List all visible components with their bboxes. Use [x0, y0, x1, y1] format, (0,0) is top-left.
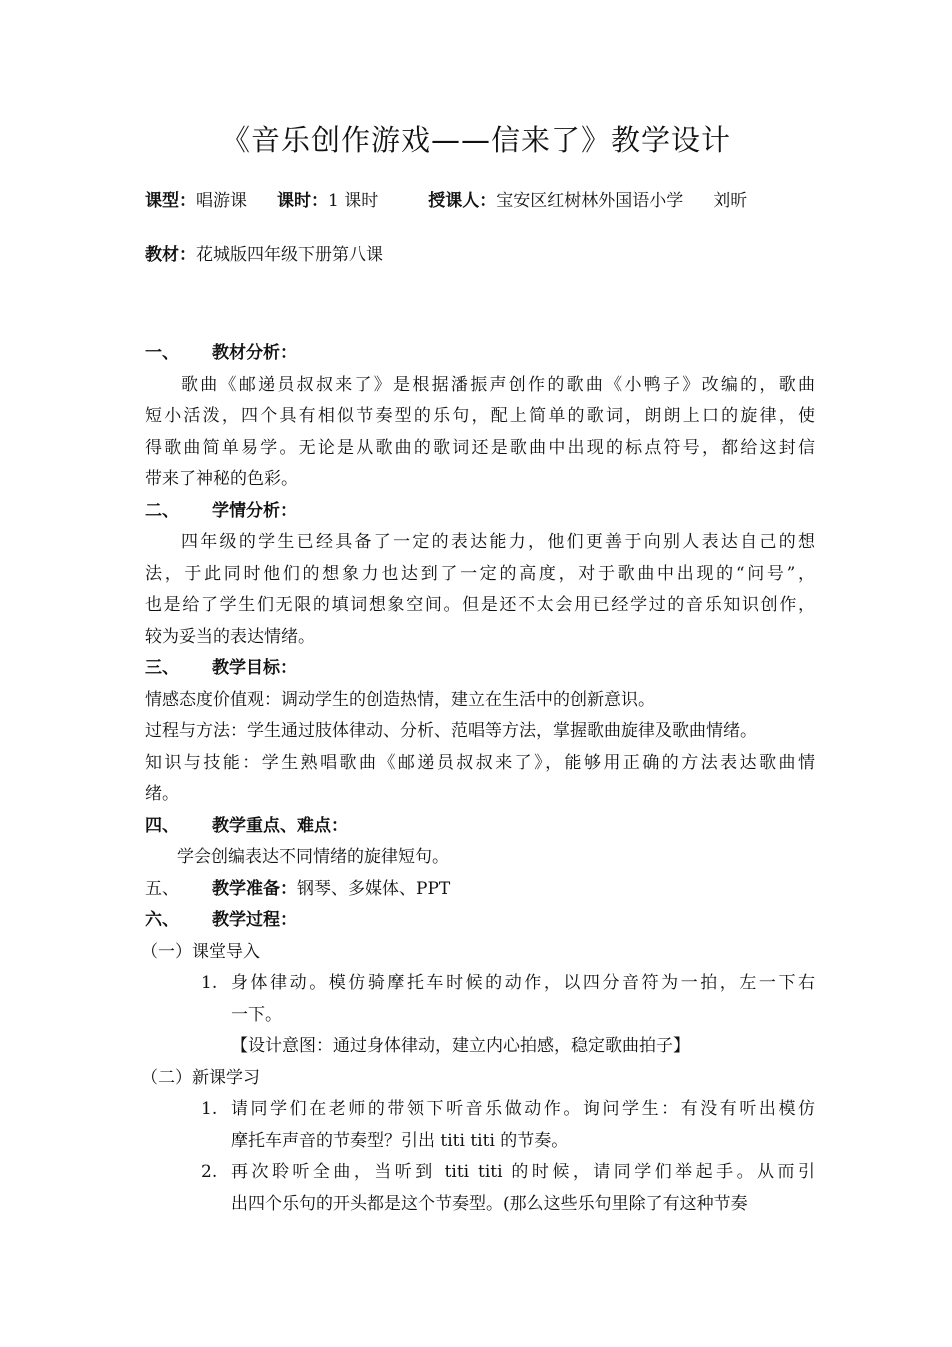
objective-line: 过程与方法：学生通过肢体律动、分析、范唱等方法，掌握歌曲旋律及歌曲情绪。 [145, 721, 757, 741]
teacher-name: 刘昕 [713, 191, 748, 211]
paragraph-line: 也是给了学生们无限的填词想象空间。但是还不太会用已经学过的音乐知识创作， [145, 595, 815, 615]
paragraph-line: 得歌曲简单易学。无论是从歌曲的歌词还是歌曲中出现的标点符号，都给这封信 [145, 437, 815, 458]
list-item [145, 1157, 815, 1189]
list-number: 1. [201, 973, 218, 993]
list-text: 一下。 [231, 1004, 282, 1025]
teacher-value: 宝安区红树林外国语小学 [496, 191, 684, 211]
section-number: 三、 [145, 658, 179, 678]
document-body [141, 338, 815, 1220]
list-number: 1. [201, 1099, 218, 1119]
list-text: 再次聆听全曲，当听到 titi titi 的时候，请同学们举起手。从而引 [231, 1162, 815, 1182]
list-text: 请同学们在老师的带领下听音乐做动作。询问学生：有没有听出模仿 [231, 1099, 815, 1119]
section-heading-4 [145, 811, 815, 843]
material-label: 教材： [145, 245, 196, 265]
section-heading-6 [145, 905, 815, 937]
section-number: 五、 [145, 878, 179, 899]
section-title: 教材分析： [212, 343, 297, 363]
list-number: 2. [201, 1162, 218, 1182]
section-title: 教学重点、难点： [212, 815, 348, 836]
paragraph-line: 法，于此同时他们的想象力也达到了一定的高度，对于歌曲中出现的“问号”， [145, 563, 815, 584]
subsection-label: （一）课堂导入 [141, 941, 260, 962]
list-text: 出四个乐句的开头都是这个节奏型。(那么这些乐句里除了有这种节奏 [231, 1193, 748, 1214]
objective-line: 情感态度价值观：调动学生的创造热情，建立在生活中的创新意识。 [145, 689, 655, 710]
section-heading-1 [145, 338, 815, 370]
section-heading-5 [145, 874, 815, 906]
section-number: 四、 [145, 815, 179, 836]
section-number: 二、 [145, 500, 179, 521]
list-text: 身体律动。模仿骑摩托车时候的动作，以四分音符为一拍，左一下右 [231, 973, 815, 993]
meta-line [145, 186, 747, 211]
paragraph-line: 歌曲《邮递员叔叔来了》是根据潘振声创作的歌曲《小鸭子》改编的，歌曲 [181, 374, 815, 395]
section-title: 教学过程： [212, 910, 297, 930]
paragraph-line: 短小活泼，四个具有相似节奏型的乐句，配上简单的歌词，朗朗上口的旋律，使 [145, 406, 815, 426]
list-item [145, 968, 815, 1000]
objective-line: 知识与技能：学生熟唱歌曲《邮递员叔叔来了》，能够用正确的方法表达歌曲情 [145, 752, 815, 773]
teacher-label: 授课人： [428, 191, 497, 211]
hours-label: 课时： [277, 191, 328, 211]
subsection-label: （二）新课学习 [141, 1067, 260, 1088]
paragraph-line: 四年级的学生已经具备了一定的表达能力，他们更善于向别人表达自己的想 [181, 532, 815, 552]
design-note: 【设计意图：通过身体律动，建立内心拍感，稳定歌曲拍子】 [231, 1036, 690, 1056]
section-title: 教学准备： [212, 878, 297, 899]
section-heading-2 [145, 496, 815, 528]
paragraph-line: 带来了神秘的色彩。 [145, 469, 298, 489]
section-number: 一、 [145, 343, 179, 363]
material-line [145, 240, 383, 265]
hours-value: 1 课时 [328, 191, 379, 211]
type-label: 课型： [145, 191, 196, 211]
document-title: 《音乐创作游戏——信来了》教学设计 [220, 123, 731, 157]
section-title: 教学目标： [212, 658, 297, 678]
list-item [145, 1094, 815, 1126]
section-title: 学情分析： [212, 500, 297, 521]
material-value: 花城版四年级下册第八课 [196, 245, 383, 265]
section-number: 六、 [145, 910, 179, 930]
type-value: 唱游课 [196, 191, 247, 211]
paragraph-line: 较为妥当的表达情绪。 [145, 626, 315, 647]
objective-line: 绪。 [145, 784, 179, 804]
section-value: 钢琴、多媒体、PPT [297, 878, 451, 899]
list-text: 摩托车声音的节奏型？引出 titi titi 的节奏。 [231, 1130, 569, 1151]
section-heading-3 [145, 653, 815, 685]
paragraph-line: 学会创编表达不同情绪的旋律短句。 [177, 847, 449, 867]
